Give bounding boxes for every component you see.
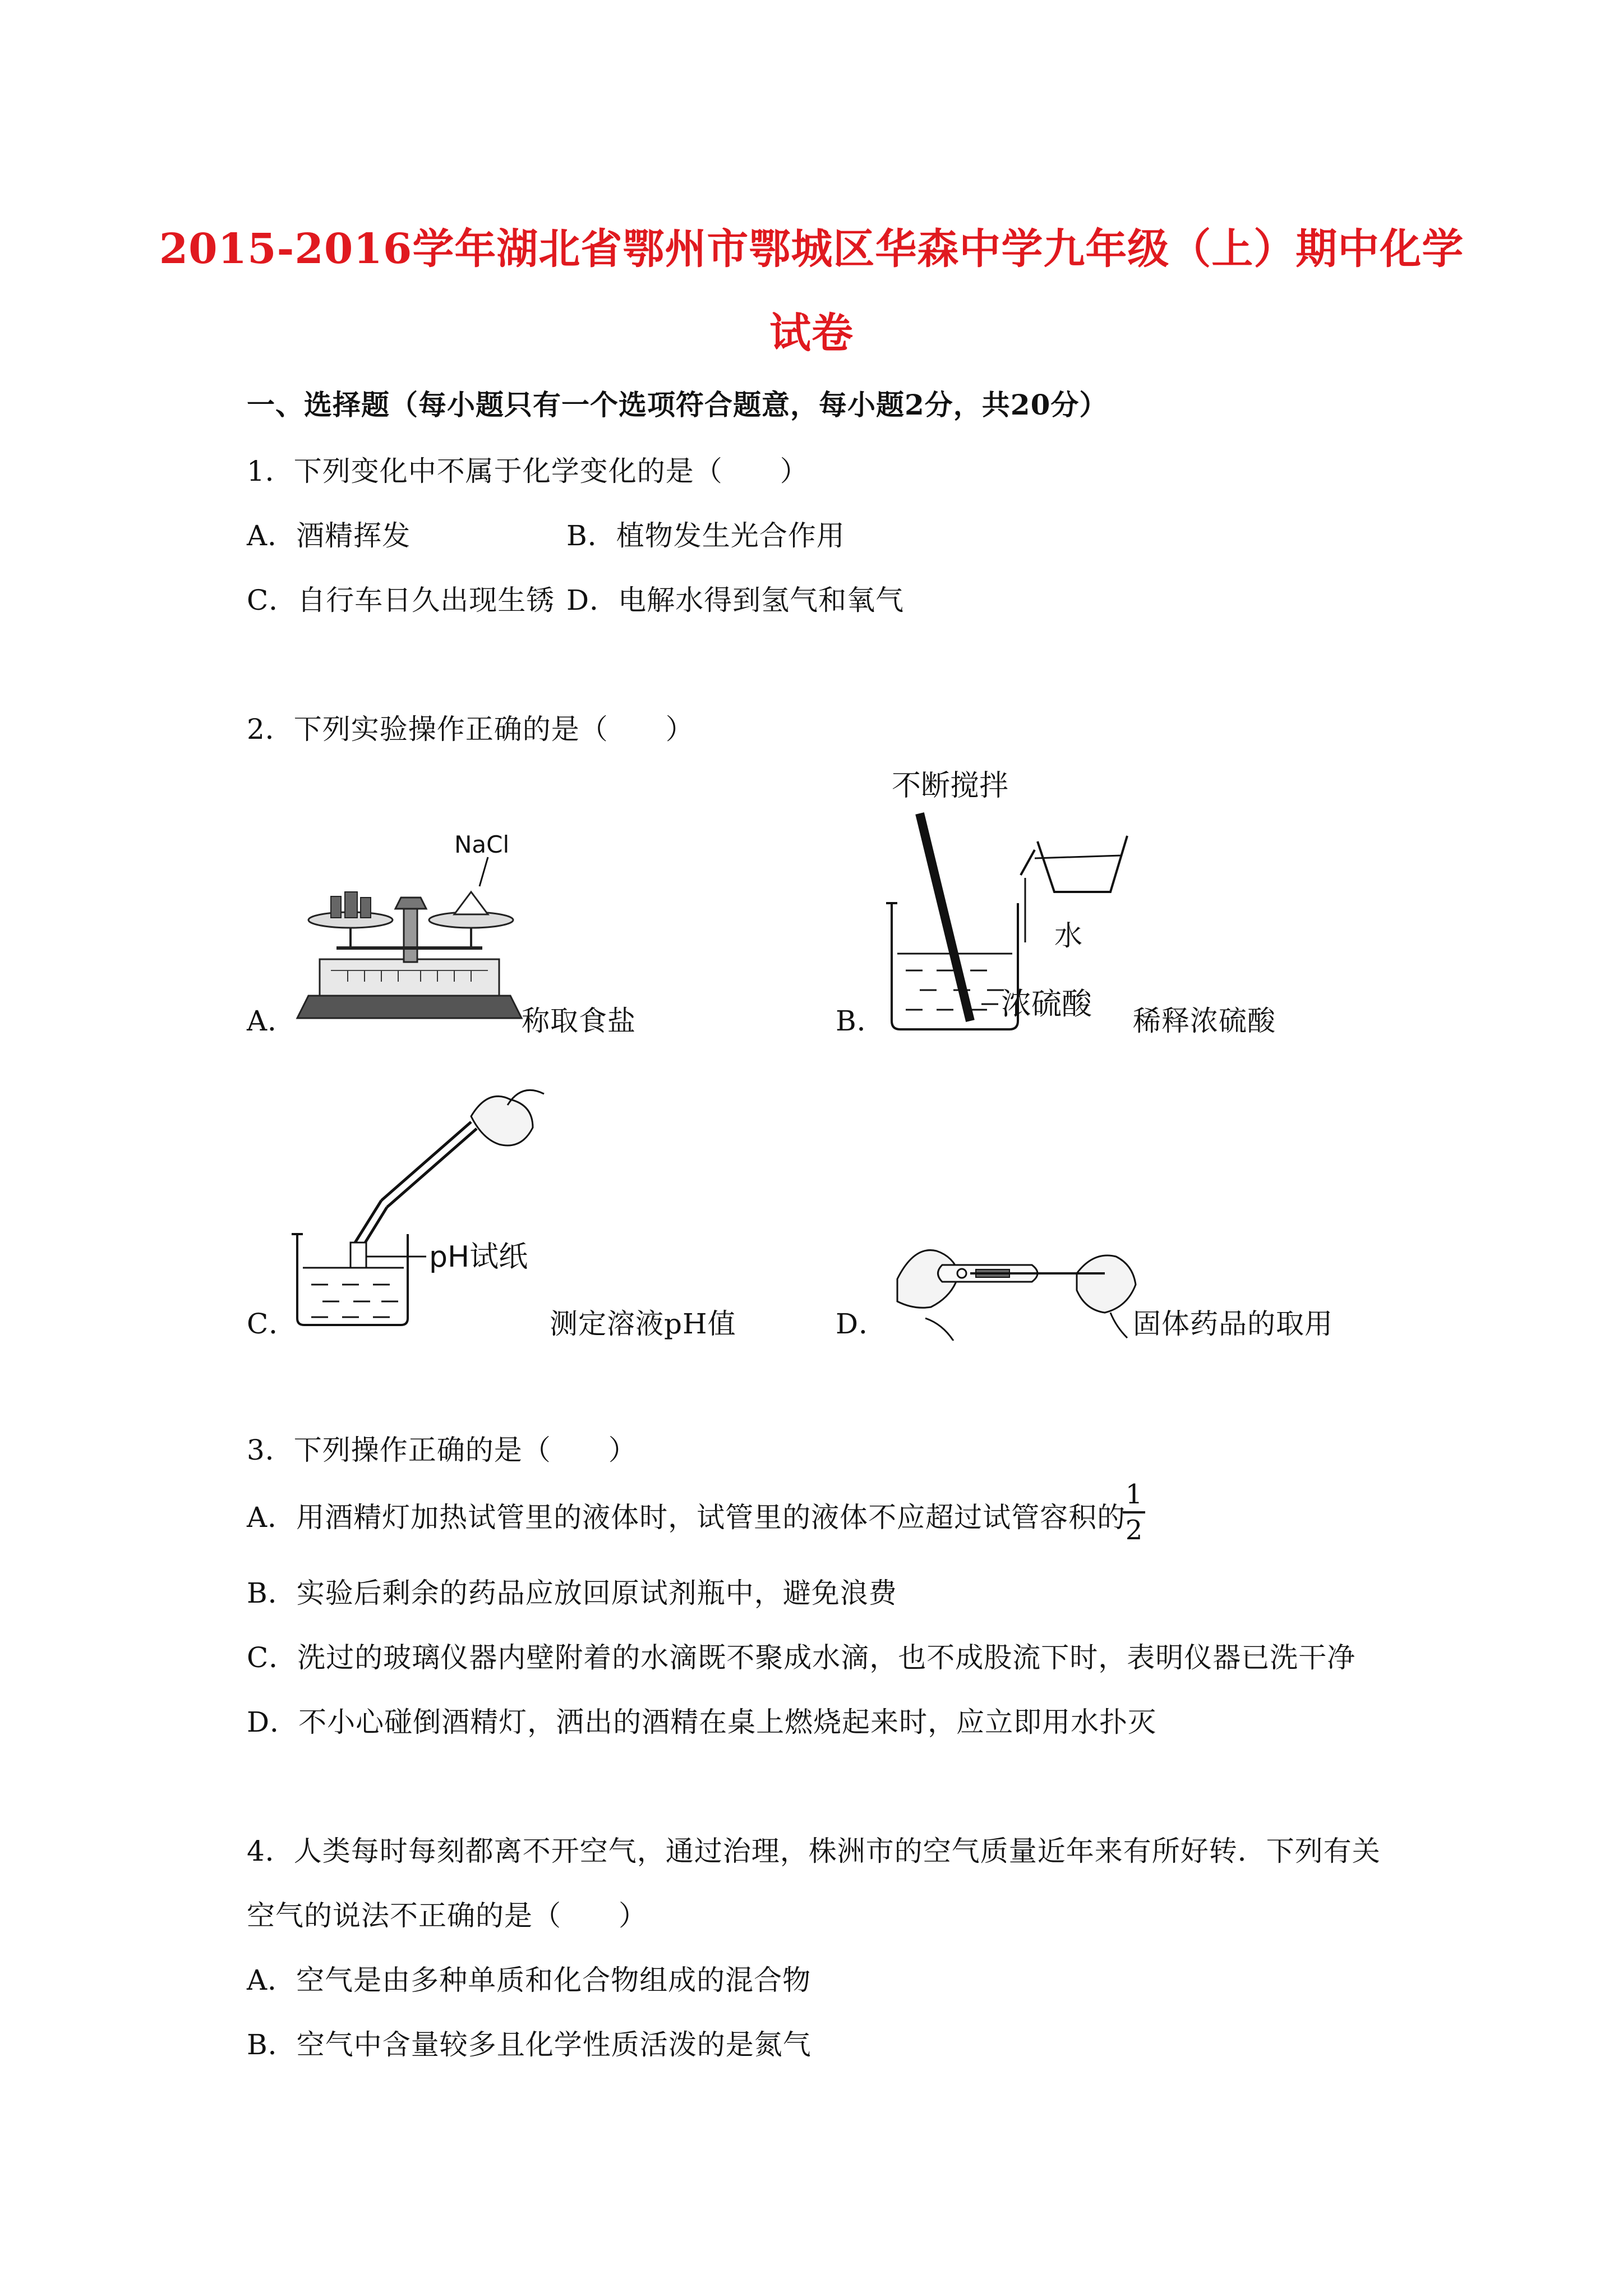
q2-option-b-caption: 稀释浓硫酸 <box>1133 1005 1276 1037</box>
solid-reagent-figure <box>892 1212 1138 1341</box>
dilution-figure <box>875 763 1133 1038</box>
q2-option-a-caption: 称取食盐 <box>522 1005 636 1037</box>
q4-stem-line-2: 空气的说法不正确的是（ ） <box>247 1899 647 1932</box>
q2-option-d-letter: D． <box>836 1308 888 1340</box>
q2-option-b-letter: B． <box>836 1005 886 1037</box>
stir-label: 不断搅拌 <box>892 769 1009 803</box>
q3-fraction <box>1123 1481 1145 1544</box>
q1-option-d: D．电解水得到氢气和氧气 <box>566 584 905 616</box>
acid-label: 浓硫酸 <box>1001 986 1092 1022</box>
q1-stem: 1．下列变化中不属于化学变化的是（ ） <box>247 455 809 487</box>
ph-test-figure <box>286 1066 578 1329</box>
q3-stem: 3．下列操作正确的是（ ） <box>247 1434 637 1466</box>
q2-option-c-caption: 测定溶液pH值 <box>550 1308 736 1340</box>
q2-option-d-caption: 固体药品的取用 <box>1133 1308 1333 1340</box>
q3-option-c: C．洗过的玻璃仪器内壁附着的水滴既不聚成水滴，也不成股流下时，表明仪器已洗干净 <box>247 1641 1356 1674</box>
q2-option-c-letter: C． <box>247 1308 298 1340</box>
q4-option-b: B．空气中含量较多且化学性质活泼的是氮气 <box>247 2028 811 2061</box>
q1-option-c: C．自行车日久出现生锈 <box>247 584 555 616</box>
q2-stem: 2．下列实验操作正确的是（ ） <box>247 713 694 746</box>
q3-option-d: D．不小心碰倒酒精灯，洒出的酒精在桌上燃烧起来时，应立即用水扑灭 <box>247 1706 1157 1738</box>
title-line-1: 2015-2016学年湖北省鄂州市鄂城区华森中学九年级（上）期中化学 <box>159 225 1464 273</box>
ph-paper-label: pH试纸 <box>429 1240 528 1274</box>
q2-option-a-letter: A． <box>247 1005 297 1037</box>
q1-option-a: A．酒精挥发 <box>247 519 411 552</box>
q4-stem-line-1: 4．人类每时每刻都离不开空气，通过治理，株洲市的空气质量近年来有所好转．下列有关 <box>247 1835 1381 1867</box>
title-line-2: 试卷 <box>769 309 854 357</box>
fraction-numerator: 1 <box>1125 1479 1143 1510</box>
nacl-label: NaCl <box>454 831 510 858</box>
q4-option-a: A．空气是由多种单质和化合物组成的混合物 <box>247 1964 811 1996</box>
q1-option-b: B．植物发生光合作用 <box>566 519 845 552</box>
q3-option-a: A．用酒精灯加热试管里的液体时，试管里的液体不应超过试管容积的 <box>247 1501 1126 1534</box>
section-heading: 一、选择题（每小题只有一个选项符合题意，每小题2分，共20分） <box>247 388 1108 421</box>
balance-figure <box>286 819 533 1032</box>
q3-option-b: B．实验后剩余的药品应放回原试剂瓶中，避免浪费 <box>247 1577 897 1609</box>
fraction-denominator: 2 <box>1125 1515 1143 1546</box>
water-label: 水 <box>1054 919 1082 952</box>
